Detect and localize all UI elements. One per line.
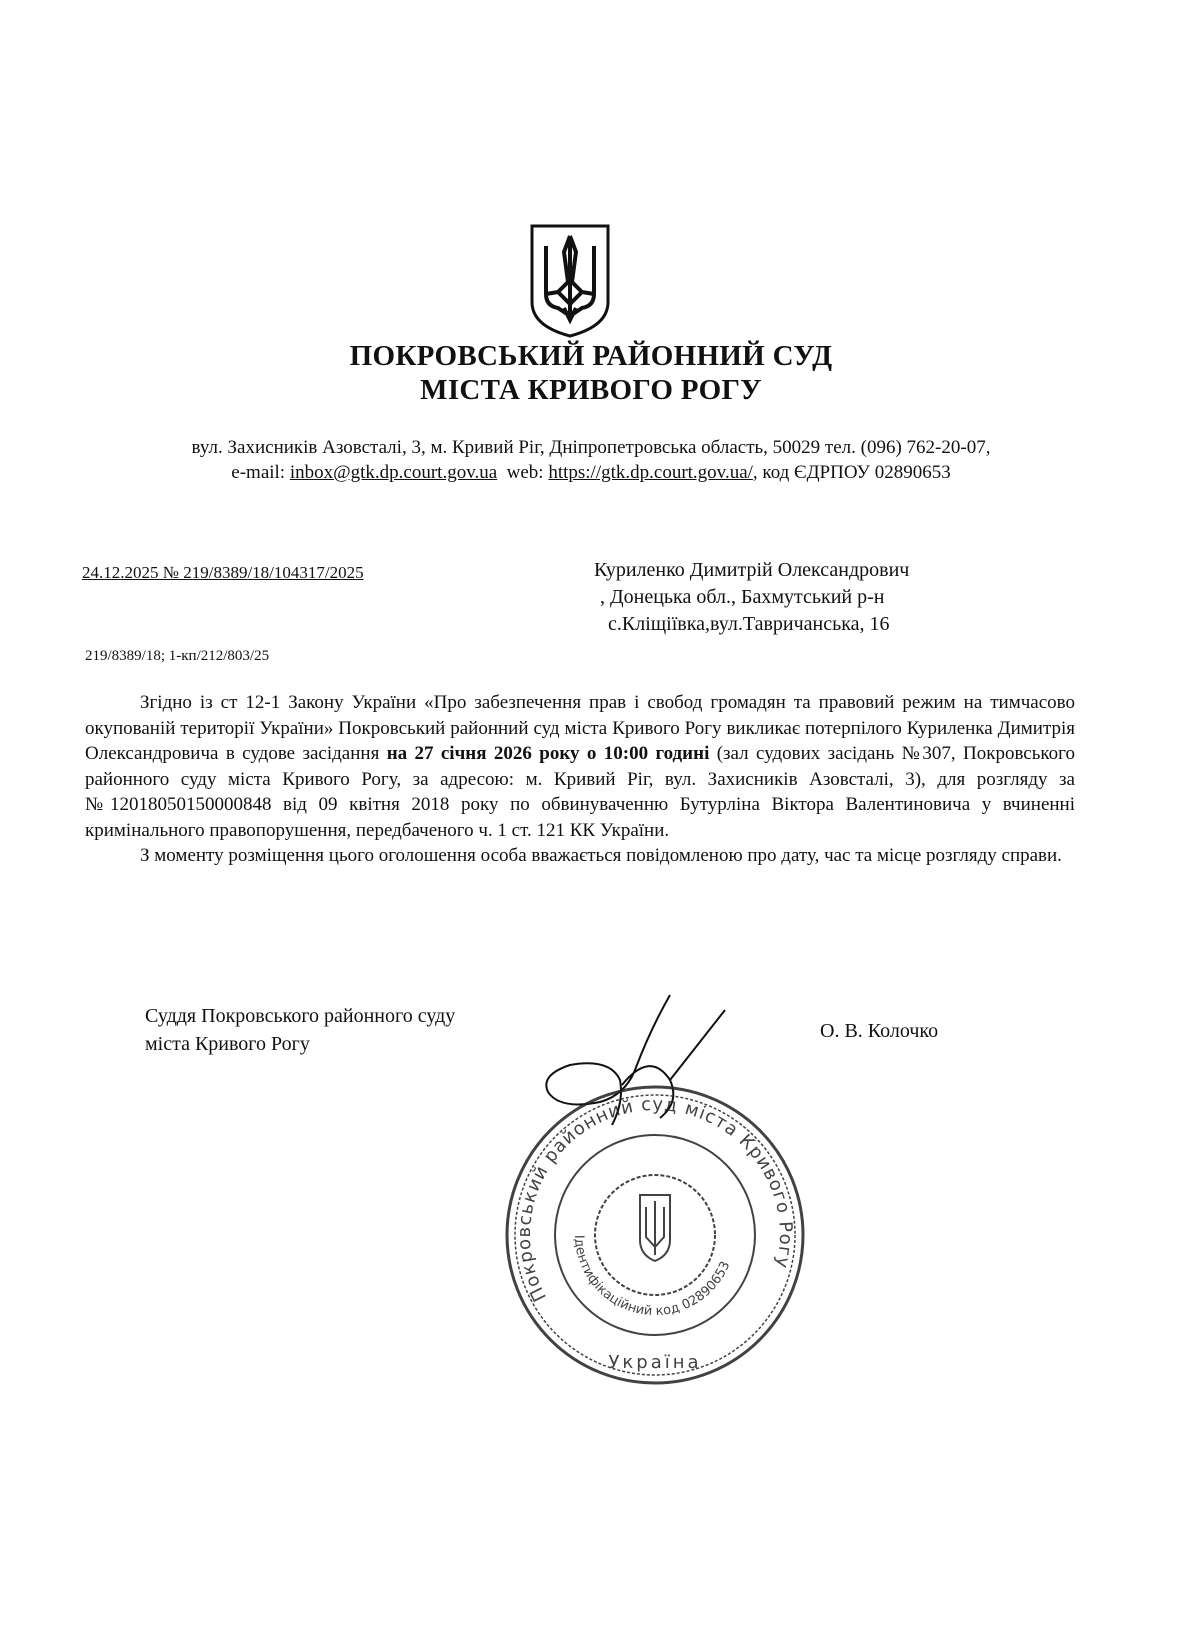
body-paragraph-1: [85, 690, 1075, 843]
body-text: (зал судових засідань №307, Покровського районного суду міста Кривого Рогу, за адресою: м. Кривий Ріг, вул. Захисників Азовсталі, 3), для розгляду за №12018050150000848 від 09 квітня 2018 року по обвинуваченню Бутурліна Віктора Валентиновича у вчиненні кримінального правопорушення, передбаченого ч. 1 ст. 121 КК України.: [85, 743, 1075, 841]
court-name-line2: МІСТА КРИВОГО РОГУ: [420, 374, 762, 406]
stamp-inner-text: Ідентифікаційний код 02890653: [570, 1234, 734, 1320]
recipient-name: Куриленко Димитрій Олександрович: [594, 559, 910, 581]
judge-title-line1: Суддя Покровського районного суду: [145, 1005, 456, 1027]
judge-title-line2: міста Кривого Рогу: [145, 1033, 310, 1055]
court-address: вул. Захисників Азовсталі, 3, м. Кривий Ріг, Дніпропетровська область, 50029 тел. (096) 762-20-07,: [191, 437, 991, 458]
recipient-address-line2: с.Кліщіївка,вул.Тавричанська, 16: [608, 613, 890, 635]
court-contacts: [0, 462, 1182, 484]
web-label: web:: [506, 462, 544, 483]
case-reference: 219/8389/18; 1-кп/212/803/25: [85, 648, 270, 664]
court-name-line1: ПОКРОВСЬКИЙ РАЙОННИЙ СУД: [349, 340, 833, 372]
hearing-datetime: на 27 січня 2026 року о 10:00 годині: [386, 743, 710, 764]
edrpou-code: , код ЄДРПОУ 02890653: [752, 462, 951, 483]
outgoing-reference: 24.12.2025 № 219/8389/18/104317/2025: [82, 563, 364, 582]
court-seal-stamp: [500, 1080, 810, 1390]
web-link[interactable]: https://gtk.dp.court.gov.ua/: [548, 462, 753, 483]
recipient-address-line1: , Донецька обл., Бахмутський р-н: [600, 586, 885, 608]
stamp-outer-text: Покровський районний суд міста Кривого Рогу: [513, 1093, 797, 1305]
stamp-bottom-text: Україна: [608, 1352, 702, 1373]
body-text: Згідно із ст 12-1 Закону України «Про забезпечення прав і свобод громадян та правовий режим на тимчасово окупованій території України» Покровський районний суд міста Кривого Рогу викликає потерпілого Куриленка Димитрія Олександровича в судове засідання: [85, 692, 1075, 764]
coat-of-arms-icon: [528, 222, 612, 338]
judge-name: О. В. Колочко: [820, 1020, 939, 1042]
notice-body: [85, 690, 1075, 869]
email-link[interactable]: inbox@gtk.dp.court.gov.ua: [289, 462, 498, 483]
email-label: e-mail:: [231, 462, 286, 483]
body-paragraph-2: З моменту розміщення цього оголошення особа вважається повідомленою про дату, час та місце розгляду справи.: [140, 845, 1062, 866]
